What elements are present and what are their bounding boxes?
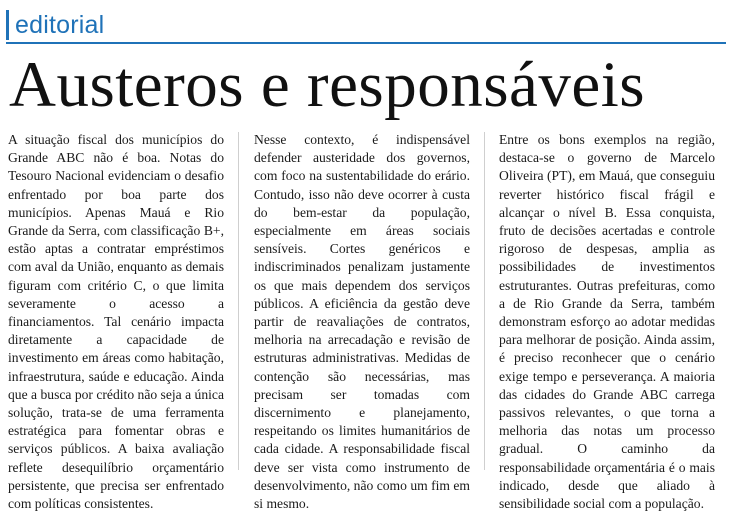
section-rule xyxy=(6,42,726,44)
section-label: editorial xyxy=(6,10,110,40)
column-divider-2 xyxy=(484,132,485,470)
article-column-1 xyxy=(8,131,224,513)
column-divider-1 xyxy=(238,132,239,470)
column-2-text: Nesse contexto, é indispensável defender austeridade dos governos, com foco na sustentabilidade do erário. Contudo, isso não deve ocorrer à custa do bem-estar da população, especialmente em áreas sociais sensíveis. Cortes genéricos e indiscriminados penalizam justamente os que mais dependem dos serviços públicos. A eficiência da gestão deve partir de reavaliações de contratos, melhoria na arrecadação e revisão de estruturas administrativas. Medidas de contenção são necessárias, mas precisam ser tomadas com discernimento e planejamento, respeitando os limites humanitários de cada cidade. A responsabilidade fiscal deve ser vista como instrumento de desenvolvimento, não como um fim em si mesmo. xyxy=(254,132,470,512)
column-1-text: A situação fiscal dos municípios do Grande ABC não é boa. Notas do Tesouro Nacional evidenciam o desafio enfrentado por boa parte dos municípios. Apenas Mauá e Rio Grande da Serra, com classificação B+, estão aptas a contratar empréstimos com aval da União, enquanto as demais figuram com critério C, o que limita severamente o acesso a financiamentos. Tal cenário impacta diretamente a capacidade de investimento em áreas como habitação, infraestrutura, saúde e educação. Ainda que a busca por crédito não seja a única solução, trata-se de uma ferramenta estratégica para fomentar obras e serviços públicos. A baixa avaliação reflete desequilíbrio orçamentário persistente, que precisa ser enfrentado com políticas consistentes. xyxy=(8,132,224,512)
article-column-2 xyxy=(254,131,470,513)
column-3-text: Entre os bons exemplos na região, destaca-se o governo de Marcelo Oliveira (PT), em Mauá, que conseguiu reverter histórico fiscal frágil e alcançar o nível B. Essa conquista, fruto de decisões acertadas e controle rigoroso de despesas, amplia as possibilidades de investimentos estruturantes. Outras prefeituras, como a de Rio Grande da Serra, também demonstram esforço ao adotar medidas para melhorar de posição. Ainda assim, é preciso reconhecer que o cenário exige tempo e perseverança. A maioria das cidades do Grande ABC carrega passivos relevantes, o que torna a melhoria das notas um processo gradual. O caminho da responsabilidade orçamentária é o mais indicado, desde que aliado à sensibilidade social com a população. xyxy=(499,132,715,512)
article-column-3 xyxy=(499,131,715,513)
headline: Austeros e responsáveis xyxy=(9,49,646,121)
